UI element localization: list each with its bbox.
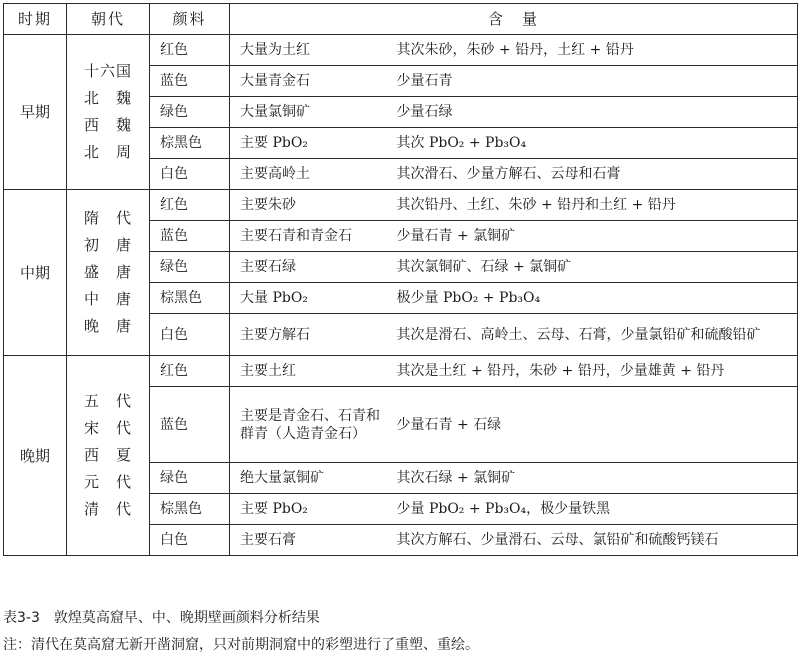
secondary-content-cell: 少量 PbO₂ + Pb₃O₄，极少量铁黑: [393, 494, 798, 525]
secondary-content-cell: 其次方解石、少量滑石、云母、氯铅矿和硫酸钙镁石: [393, 525, 798, 556]
dynasty-name: 清 代: [83, 500, 132, 518]
secondary-content-cell: 其次滑石、少量方解石、云母和石膏: [393, 159, 798, 190]
main-content-cell: 大量为土红: [230, 35, 393, 66]
period-cell: 早期: [4, 35, 67, 190]
secondary-content-cell: 其次朱砂，朱砂 + 铅丹，土红 + 铅丹: [393, 35, 798, 66]
dynasty-name: 晚 唐: [83, 317, 132, 335]
main-content-cell: 主要是青金石、石青和群青（人造青金石）: [230, 387, 393, 463]
period-cell: 中期: [4, 190, 67, 356]
header-period: 时期: [4, 4, 67, 35]
main-content-cell: 主要土红: [230, 356, 393, 387]
secondary-content-cell: 极少量 PbO₂ + Pb₃O₄: [393, 283, 798, 314]
table-caption: 表3-3 敦煌莫高窟早、中、晚期壁画颜料分析结果: [3, 610, 320, 626]
secondary-content-cell: 少量石青 + 氯铜矿: [393, 221, 798, 252]
pigment-cell: 白色: [150, 525, 230, 556]
dynasty-name: 五 代: [83, 392, 132, 410]
pigment-cell: 蓝色: [150, 387, 230, 463]
table-header-row: [4, 4, 798, 35]
pigment-cell: 白色: [150, 159, 230, 190]
header-content: 含 量: [230, 4, 798, 35]
secondary-content-cell: 少量石绿: [393, 97, 798, 128]
table-row: [4, 356, 798, 387]
secondary-content-cell: 其次氯铜矿、石绿 + 氯铜矿: [393, 252, 798, 283]
dynasty-name: 宋 代: [83, 419, 132, 437]
dynasty-name: 元 代: [83, 473, 132, 491]
dynasty-name: 西 魏: [83, 116, 132, 134]
secondary-content-cell: 其次是土红 + 铅丹，朱砂 + 铅丹，少量雄黄 + 铅丹: [393, 356, 798, 387]
dynasty-name: 盛 唐: [83, 263, 132, 281]
dynasty-name: 北 周: [83, 143, 132, 161]
pigment-cell: 蓝色: [150, 66, 230, 97]
secondary-content-cell: 其次是滑石、高岭土、云母、石膏，少量氯铅矿和硫酸铅矿: [393, 314, 798, 356]
period-cell: 晚期: [4, 356, 67, 556]
main-content-cell: 主要石绿: [230, 252, 393, 283]
dynasty-name: 初 唐: [83, 236, 132, 254]
main-content-cell: 主要高岭土: [230, 159, 393, 190]
secondary-content-cell: 少量石青: [393, 66, 798, 97]
table-row: [4, 190, 798, 221]
dynasty-name: 中 唐: [83, 290, 132, 308]
pigment-cell: 绿色: [150, 463, 230, 494]
dynasty-name: 西 夏: [83, 446, 132, 464]
dynasty-name: 北 魏: [83, 89, 132, 107]
pigment-analysis-table: [3, 3, 798, 556]
pigment-cell: 绿色: [150, 97, 230, 128]
main-content-cell: 大量氯铜矿: [230, 97, 393, 128]
main-content-cell: 绝大量氯铜矿: [230, 463, 393, 494]
secondary-content-cell: 其次 PbO₂ + Pb₃O₄: [393, 128, 798, 159]
pigment-cell: 棕黑色: [150, 494, 230, 525]
secondary-content-cell: 其次铅丹、土红、朱砂 + 铅丹和土红 + 铅丹: [393, 190, 798, 221]
main-content-cell: 主要朱砂: [230, 190, 393, 221]
dynasty-cell: [67, 356, 150, 556]
table-note: 注：清代在莫高窟无新开凿洞窟，只对前期洞窟中的彩塑进行了重塑、重绘。: [3, 637, 479, 653]
pigment-cell: 蓝色: [150, 221, 230, 252]
dynasty-cell: [67, 35, 150, 190]
header-pigment: 颜料: [150, 4, 230, 35]
main-content-cell: 主要 PbO₂: [230, 128, 393, 159]
main-content-cell: 主要 PbO₂: [230, 494, 393, 525]
main-content-cell: 大量青金石: [230, 66, 393, 97]
secondary-content-cell: 其次石绿 + 氯铜矿: [393, 463, 798, 494]
dynasty-name: 隋 代: [83, 209, 132, 227]
main-content-cell: 主要石青和青金石: [230, 221, 393, 252]
main-content-cell: 主要石膏: [230, 525, 393, 556]
header-dynasty: 朝代: [67, 4, 150, 35]
main-content-cell: 大量 PbO₂: [230, 283, 393, 314]
pigment-cell: 棕黑色: [150, 283, 230, 314]
table-row: [4, 35, 798, 66]
pigment-cell: 白色: [150, 314, 230, 356]
dynasty-cell: [67, 190, 150, 356]
pigment-cell: 绿色: [150, 252, 230, 283]
secondary-content-cell: 少量石青 + 石绿: [393, 387, 798, 463]
dynasty-name: 十六国: [83, 62, 132, 80]
main-content-cell: 主要方解石: [230, 314, 393, 356]
pigment-cell: 红色: [150, 35, 230, 66]
pigment-cell: 红色: [150, 190, 230, 221]
pigment-cell: 红色: [150, 356, 230, 387]
pigment-cell: 棕黑色: [150, 128, 230, 159]
